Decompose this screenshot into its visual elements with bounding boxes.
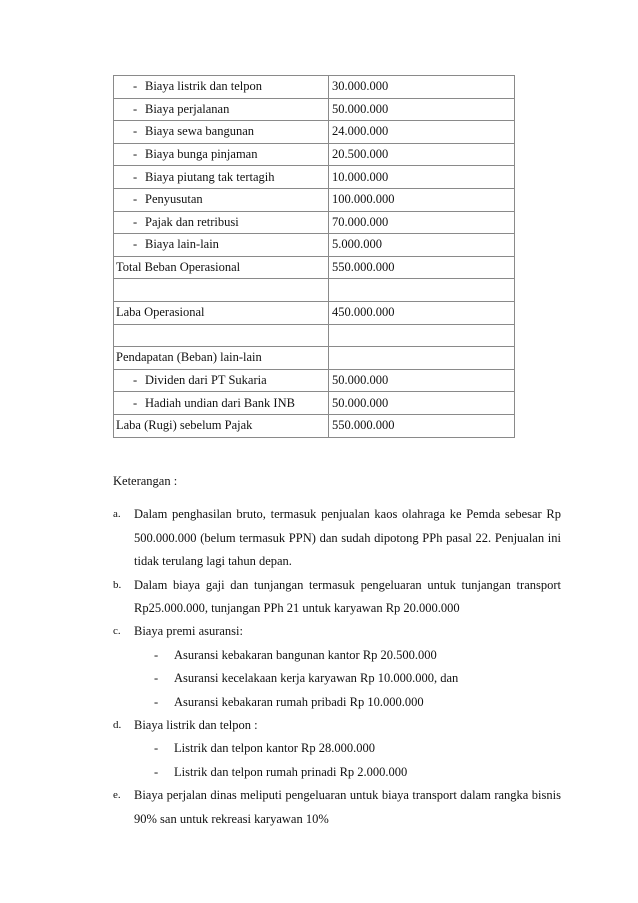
note-text: Biaya premi asuransi: xyxy=(134,624,243,639)
bullet-dash: - xyxy=(133,169,138,184)
row-label: Biaya perjalanan xyxy=(145,101,230,116)
row-label-cell xyxy=(114,234,329,257)
row-value: 24.000.000 xyxy=(329,121,515,144)
note-text: Biaya perjalan dinas meliputi pengeluaran untuk biaya transport dalam rangka bisnis 90% san untuk rekreasi karyawan 10% xyxy=(134,788,561,826)
table-row xyxy=(114,256,515,279)
row-label: Biaya bunga pinjaman xyxy=(145,147,258,162)
row-label: Pendapatan (Beban) lain-lain xyxy=(116,350,262,365)
note-subitem xyxy=(113,691,561,714)
row-label: Laba (Rugi) sebelum Pajak xyxy=(116,418,253,433)
notes-title: Keterangan : xyxy=(113,474,178,488)
row-label: Biaya piutang tak tertagih xyxy=(145,169,275,184)
table-row xyxy=(114,279,515,302)
note-label: d. xyxy=(113,719,122,732)
note-subitem xyxy=(113,737,561,760)
row-label: Biaya listrik dan telpon xyxy=(145,79,262,94)
row-label: Pajak dan retribusi xyxy=(145,214,239,229)
row-label: Total Beban Operasional xyxy=(116,260,241,275)
row-label-cell xyxy=(114,76,329,99)
table-row xyxy=(114,392,515,415)
row-label-cell xyxy=(114,324,329,347)
table-row xyxy=(114,369,515,392)
note-text: Dalam biaya gaji dan tunjangan termasuk pengeluaran untuk tunjangan transport Rp25.000.000, tunjangan PPh 21 untuk karyawan Rp 20.000.000 xyxy=(134,577,561,616)
row-label: Laba Operasional xyxy=(116,305,205,320)
row-label-cell xyxy=(114,166,329,189)
note-subitem xyxy=(113,667,561,690)
bullet-dash: - xyxy=(154,671,159,686)
row-label-cell xyxy=(114,279,329,302)
table-row xyxy=(114,347,515,370)
bullet-dash: - xyxy=(133,101,138,116)
row-label: Hadiah undian dari Bank INB xyxy=(145,395,295,410)
row-label-cell xyxy=(114,347,329,370)
row-label-cell xyxy=(114,301,329,324)
row-value: 450.000.000 xyxy=(329,301,515,324)
row-value: 100.000.000 xyxy=(329,188,515,211)
bullet-dash: - xyxy=(154,764,159,779)
note-item xyxy=(113,620,561,643)
table-row xyxy=(114,234,515,257)
row-label: Biaya sewa bangunan xyxy=(145,124,254,139)
note-subitem-text: Asuransi kebakaran bangunan kantor Rp 20.500.000 xyxy=(174,647,437,662)
row-label: Penyusutan xyxy=(145,192,203,207)
row-value: 550.000.000 xyxy=(329,256,515,279)
note-label: e. xyxy=(113,789,121,802)
table-row xyxy=(114,98,515,121)
table-row xyxy=(114,414,515,437)
note-item xyxy=(113,503,561,573)
note-subitem-text: Listrik dan telpon kantor Rp 28.000.000 xyxy=(174,741,376,756)
note-subitem-text: Asuransi kecelakaan kerja karyawan Rp 10.000.000, dan xyxy=(174,671,459,686)
row-value: 550.000.000 xyxy=(329,414,515,437)
note-subitem xyxy=(113,644,561,667)
table-row xyxy=(114,188,515,211)
bullet-dash: - xyxy=(133,214,138,229)
note-subitem-text: Asuransi kebakaran rumah pribadi Rp 10.000.000 xyxy=(174,694,424,709)
row-label-cell xyxy=(114,188,329,211)
bullet-dash: - xyxy=(154,694,159,709)
table-row xyxy=(114,211,515,234)
row-value: 50.000.000 xyxy=(329,369,515,392)
note-label: b. xyxy=(113,578,122,591)
bullet-dash: - xyxy=(133,124,138,139)
row-value xyxy=(329,279,515,302)
table-row xyxy=(114,121,515,144)
bullet-dash: - xyxy=(133,192,138,207)
row-value: 70.000.000 xyxy=(329,211,515,234)
bullet-dash: - xyxy=(133,395,138,410)
bullet-dash: - xyxy=(154,741,159,756)
note-label: a. xyxy=(113,508,121,521)
table-row xyxy=(114,324,515,347)
note-subitem xyxy=(113,761,561,784)
row-value: 10.000.000 xyxy=(329,166,515,189)
row-value xyxy=(329,324,515,347)
note-text: Dalam penghasilan bruto, termasuk penjualan kaos olahraga ke Pemda sebesar Rp 500.000.000 (belum termasuk PPN) dan sudah dipotong PPh pasal 22. Penjualan ini tidak terulang lagi tahun depan. xyxy=(134,507,561,569)
row-label: Dividen dari PT Sukaria xyxy=(145,373,267,388)
bullet-dash: - xyxy=(154,647,159,662)
row-label-cell xyxy=(114,369,329,392)
row-label-cell xyxy=(114,143,329,166)
note-text: Biaya listrik dan telpon : xyxy=(134,718,258,733)
table-row xyxy=(114,143,515,166)
row-label-cell xyxy=(114,121,329,144)
row-value: 20.500.000 xyxy=(329,143,515,166)
table-row xyxy=(114,166,515,189)
row-value: 30.000.000 xyxy=(329,76,515,99)
row-value xyxy=(329,347,515,370)
row-value: 5.000.000 xyxy=(329,234,515,257)
row-label-cell xyxy=(114,414,329,437)
notes-list xyxy=(113,503,561,831)
row-label-cell xyxy=(114,392,329,415)
row-label-cell xyxy=(114,256,329,279)
row-value: 50.000.000 xyxy=(329,98,515,121)
bullet-dash: - xyxy=(133,373,138,388)
note-item xyxy=(113,574,561,621)
table-row xyxy=(114,76,515,99)
bullet-dash: - xyxy=(133,79,138,94)
bullet-dash: - xyxy=(133,147,138,162)
note-subitem-text: Listrik dan telpon rumah prinadi Rp 2.000.000 xyxy=(174,764,408,779)
bullet-dash: - xyxy=(133,237,138,252)
income-statement-table xyxy=(113,75,515,438)
row-label: Biaya lain-lain xyxy=(145,237,219,252)
note-item xyxy=(113,784,561,831)
notes-section xyxy=(113,470,561,831)
row-label-cell xyxy=(114,98,329,121)
row-label-cell xyxy=(114,211,329,234)
table-body xyxy=(114,76,515,438)
note-item xyxy=(113,714,561,737)
table-row xyxy=(114,301,515,324)
row-value: 50.000.000 xyxy=(329,392,515,415)
note-label: c. xyxy=(113,625,121,638)
